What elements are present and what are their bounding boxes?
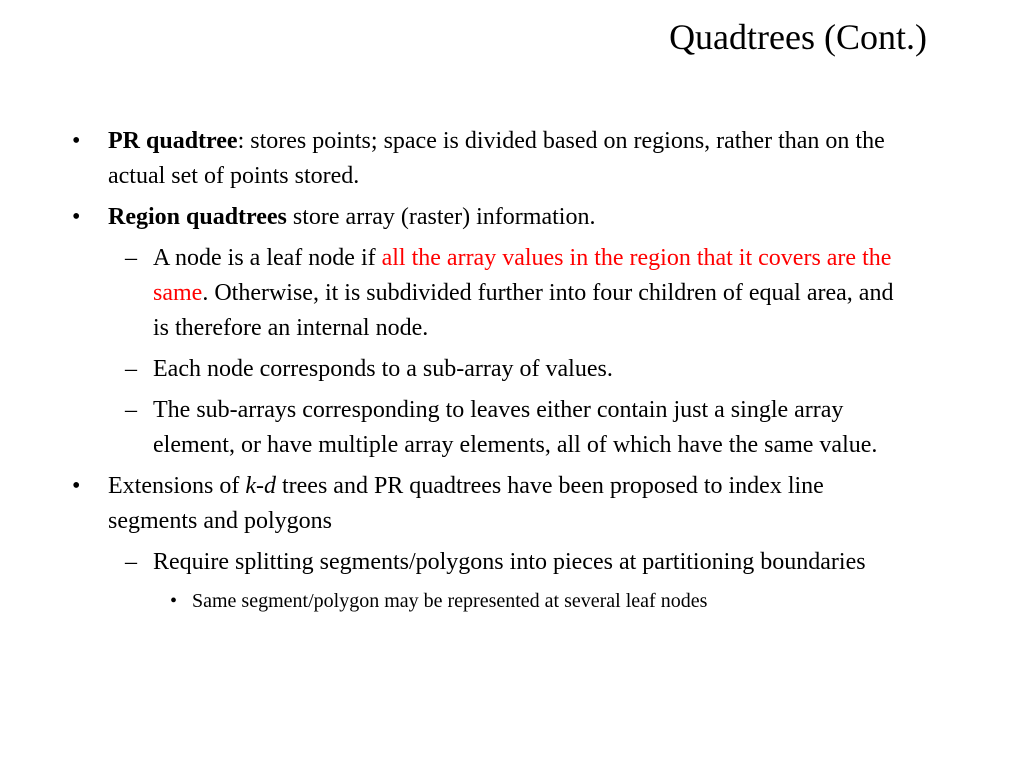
sub-item-sub-array [0, 352, 913, 387]
slide-title: Quadtrees (Cont.) [669, 17, 927, 57]
dash-marker: – [125, 397, 137, 423]
bullet-marker: • [72, 128, 81, 154]
sub-sub-item-same-segment [0, 586, 912, 616]
bullet-item-pr-quadtree [0, 124, 908, 194]
sub-item-leaves [0, 393, 913, 463]
highlighted-text: all the array values in the region that it covers are the same [153, 245, 892, 306]
dash-marker: – [125, 549, 137, 575]
bold-term: PR quadtree [108, 128, 238, 154]
sub-item-text: Each node corresponds to a sub-array of values. [153, 356, 613, 382]
slide-content [0, 124, 1024, 622]
sub-item-leaf-node [0, 241, 913, 346]
dash-marker: – [125, 356, 137, 382]
bullet-item-extensions [0, 469, 908, 539]
bullet-text: : stores points; space is divided based on regions, rather than on the actual set of points stored. [108, 128, 885, 189]
bullet-marker: • [72, 473, 81, 499]
sub-item-text-post: . Otherwise, it is subdivided further into four children of equal area, and is therefore an internal node. [153, 280, 894, 341]
dash-marker: – [125, 245, 137, 271]
bullet-marker: • [170, 590, 178, 612]
italic-term: k-d [245, 473, 276, 499]
sub-sub-item-text: Same segment/polygon may be represented at several leaf nodes [192, 590, 708, 612]
bullet-text: store array (raster) information. [286, 204, 596, 230]
sub-item-text: The sub-arrays corresponding to leaves either contain just a single array element, or have multiple array elements, all of which have the same value. [153, 397, 878, 458]
bullet-text-post: trees and PR quadtrees have been proposed to index line segments and polygons [108, 473, 824, 534]
sub-item-text-pre: A node is a leaf node if [153, 245, 382, 271]
sub-item-splitting [0, 545, 913, 580]
bullet-text-pre: Extensions of [108, 473, 246, 499]
bullet-marker: • [72, 204, 81, 230]
sub-item-text: Require splitting segments/polygons into pieces at partitioning boundaries [153, 549, 866, 575]
bold-term: Region quadtrees [108, 204, 287, 230]
bullet-item-region-quadtrees [0, 200, 908, 235]
